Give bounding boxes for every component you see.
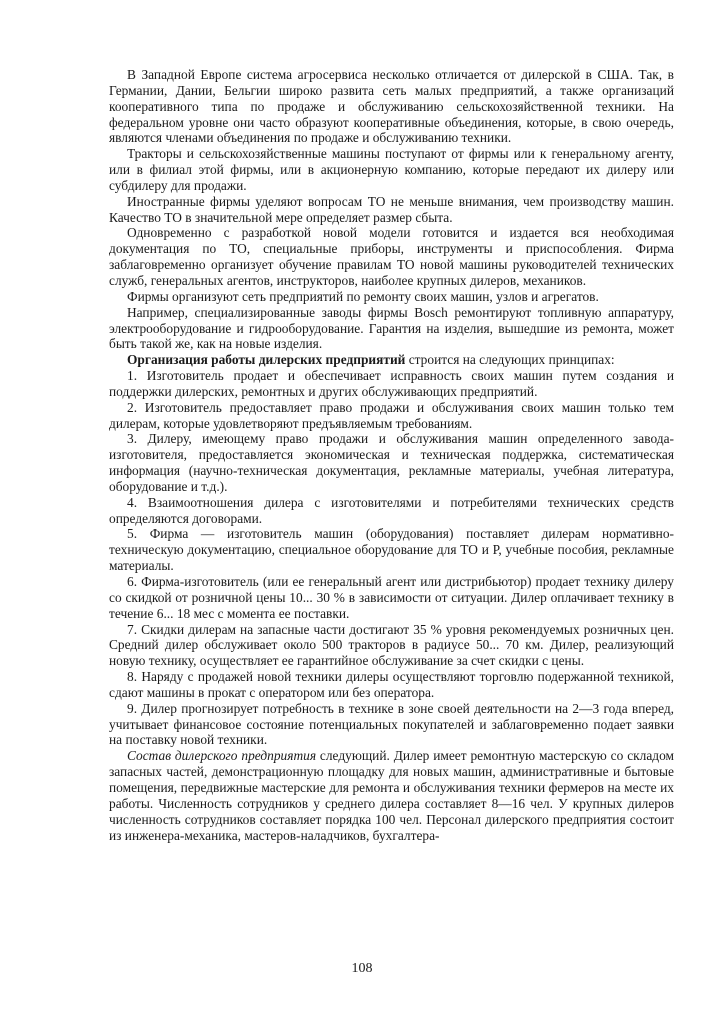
composition-text: следующий. Дилер имеет ремонтную мастерскую со складом запасных частей, демонстрационную площадку для новых машин, административные и бытовые помещения, передвижные мастерские для ремонта и обслуживания техники фермеров на месте их работы. Численность сотрудников у среднего дилера составляет 8—16 чел. У крупных дилеров численность сотрудников составляет порядка 100 чел. Персонал дилерского предприятия состоит из инженера-механика, мастеров-наладчиков, бухгалтера- — [109, 748, 674, 843]
paragraph-dealer-composition — [109, 748, 674, 843]
principle-item: 5. Фирма — изготовитель машин (оборудования) поставляет дилерам нормативно-техническую документацию, специальное оборудование для ТО и Р, учебные пособия, рекламные материалы. — [109, 526, 674, 574]
paragraph-foreign-firms: Иностранные фирмы уделяют вопросам ТО не меньше внимания, чем производству машин. Качество ТО в значительной мере определяет размер сбыта. — [109, 193, 674, 225]
paragraph-agroservice-europe: В Западной Европе система агросервиса несколько отличается от дилерской в США. Так, в Германии, Дании, Бельгии широко развита сеть малых предприятий, а также организаций кооперативного типа по продаже и обслуживанию сельскохозяйственной техники. На федеральном уровне они часто образуют кооперативные объединения, которые, в свою очередь, являются членами объединения по продаже и обслуживанию техники. — [109, 67, 674, 146]
principles-intro-heading: Организация работы дилерских предприятий — [127, 352, 406, 368]
paragraph-bosch-example: Например, специализированные заводы фирмы Bosch ремонтируют топливную аппаратуру, электрооборудование и гидрооборудование. Гарантия на изделия, вышедшие из ремонта, может быть такой же, как на новые изделия. — [109, 304, 674, 352]
composition-heading: Состав дилерского предприятия — [127, 748, 317, 764]
page-body — [109, 67, 674, 843]
paragraph-repair-network: Фирмы организуют сеть предприятий по ремонту своих машин, узлов и агрегатов. — [127, 288, 599, 304]
principle-item: 7. Скидки дилерам на запасные части достигают 35 % уровня рекомендуемых розничных цен. Средний дилер обслуживает около 500 тракторов в радиусе 50... 70 км. Дилер, реализующий новую технику, осуществляет ее гарантийное обслуживание за счет скидки с цены. — [109, 621, 674, 669]
principle-item: 4. Взаимоотношения дилера с изготовителями и потребителями технических средств определяются договорами. — [109, 494, 674, 526]
principles-intro-text: строится на следующих принципах: — [405, 352, 615, 368]
principle-item: 1. Изготовитель продает и обеспечивает исправность своих машин путем создания и поддержки дилерских, ремонтных и других обслуживающих предприятий. — [109, 368, 674, 399]
principle-item: 3. Дилеру, имеющему право продажи и обслуживания машин определенного завода-изготовителя, предоставляется экономическая и техническая поддержка, систематическая информация (научно-техническая документация, рекламные материалы, учебная литература, оборудование и т.д.). — [109, 431, 674, 494]
paragraph-supply-chain: Тракторы и сельскохозяйственные машины поступают от фирмы или к генеральному агенту, или в филиал этой фирмы, или в акционерную компанию, которые передают их дилеру или субдилеру для продажи. — [109, 146, 674, 193]
principle-item: 2. Изготовитель предоставляет право продажи и обслуживания своих машин только тем дилерам, которые удовлетворяют предъявляемым требованиям. — [109, 399, 674, 431]
principles-intro — [109, 352, 674, 368]
principle-item: 6. Фирма-изготовитель (или ее генеральный агент или дистрибьютор) продает технику дилеру со скидкой от розничной цены 10... 30 % в зависимости от ситуации. Дилер оплачивает технику в течение 6... 18 мес с момента ее поставки. — [109, 574, 674, 621]
principle-item: 8. Наряду с продажей новой техники дилеры осуществляют торговлю подержанной техникой, сдают машины в прокат с оператором или без оператора. — [109, 669, 674, 700]
page-number: 108 — [351, 961, 373, 976]
paragraph-documentation: Одновременно с разработкой новой модели готовится и издается вся необходимая документация по ТО, специальные приборы, инструменты и приспособления. Фирма заблаговременно организует обучение правилам ТО новой машины руководителей технических служб, генеральных агентов, инструкторов, наиболее крупных дилеров, механиков. — [109, 225, 674, 288]
principle-item: 9. Дилер прогнозирует потребность в технике в зоне своей деятельности на 2—3 года вперед, учитывает финансовое состояние потенциальных покупателей и заблаговременно подает заявки на поставку новой техники. — [109, 700, 674, 748]
